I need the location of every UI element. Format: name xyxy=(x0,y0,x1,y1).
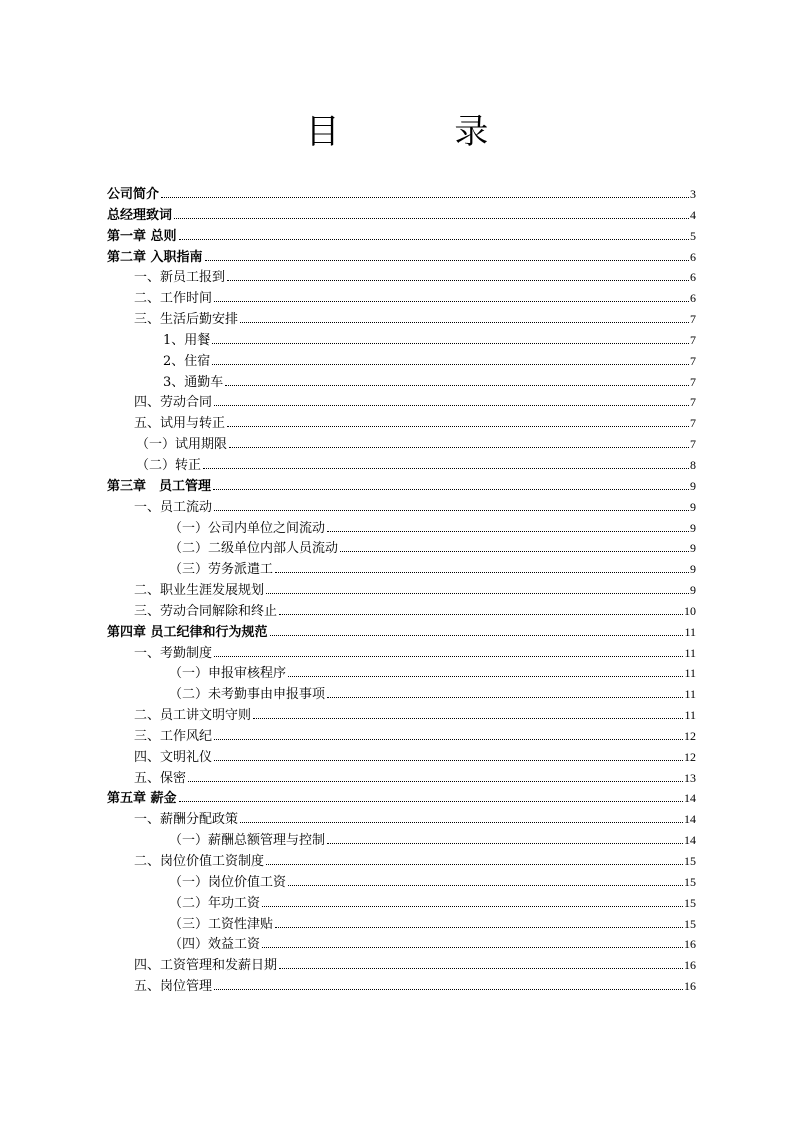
toc-entry-label: （二）转正 xyxy=(136,457,202,473)
toc-entry[interactable] xyxy=(107,247,696,268)
toc-entry[interactable] xyxy=(107,872,696,893)
dot-leader xyxy=(262,947,683,948)
toc-entry-label: 一、薪酬分配政策 xyxy=(134,812,239,828)
toc-entry[interactable] xyxy=(107,559,696,580)
dot-leader xyxy=(214,301,689,302)
toc-entry-page-number: 13 xyxy=(684,770,696,785)
toc-entry[interactable] xyxy=(107,914,696,935)
toc-entry-label: 公司简介 xyxy=(107,187,160,202)
toc-entry[interactable] xyxy=(107,476,696,497)
dot-leader xyxy=(275,572,689,573)
toc-entry-label: 三、工作风纪 xyxy=(134,728,213,744)
toc-entry-label: （三）工资性津贴 xyxy=(169,916,274,932)
toc-entry[interactable] xyxy=(107,601,696,622)
dot-leader xyxy=(214,405,689,406)
toc-entry[interactable] xyxy=(107,809,696,830)
toc-entry[interactable] xyxy=(107,684,696,705)
toc-entry-page-number: 15 xyxy=(684,895,696,910)
toc-entry-page-number: 15 xyxy=(684,854,696,868)
toc-entry[interactable] xyxy=(107,788,696,809)
toc-entry-label: 一、考勤制度 xyxy=(134,645,213,661)
dot-leader xyxy=(288,676,683,677)
toc-entry[interactable] xyxy=(107,226,696,247)
toc-entry-page-number: 11 xyxy=(684,666,696,681)
toc-entry-page-number: 9 xyxy=(690,478,696,493)
toc-entry-page-number: 9 xyxy=(690,583,696,598)
toc-entry-label: 2、住宿 xyxy=(163,353,211,369)
toc-entry-label: （一）申报审核程序 xyxy=(169,666,287,682)
dot-leader xyxy=(179,239,689,240)
toc-entry-page-number: 16 xyxy=(684,937,696,952)
toc-entry-page-number: 16 xyxy=(684,979,696,994)
toc-entry[interactable] xyxy=(107,309,696,330)
toc-entry[interactable] xyxy=(107,372,696,393)
toc-entry[interactable] xyxy=(107,518,696,539)
dot-leader xyxy=(270,635,684,636)
dot-leader xyxy=(266,864,683,865)
dot-leader xyxy=(161,197,689,198)
toc-entry-label: （一）薪酬总额管理与控制 xyxy=(169,833,326,849)
toc-entry-page-number: 11 xyxy=(684,687,696,702)
toc-entry-label: （一）试用期限 xyxy=(136,437,228,453)
dot-leader xyxy=(279,968,683,969)
table-of-contents xyxy=(107,184,696,997)
toc-entry-page-number: 7 xyxy=(690,374,696,389)
dot-leader xyxy=(227,426,689,427)
toc-entry-label: 第五章 薪金 xyxy=(107,791,177,807)
toc-entry[interactable] xyxy=(107,622,696,643)
toc-entry-label: 第一章 总则 xyxy=(107,228,177,244)
dot-leader xyxy=(213,489,689,490)
toc-entry-page-number: 12 xyxy=(684,749,696,764)
dot-leader xyxy=(327,843,683,844)
toc-entry[interactable] xyxy=(107,184,696,205)
toc-entry-page-number: 7 xyxy=(690,395,696,410)
toc-entry-label: 二、工作时间 xyxy=(134,291,213,307)
toc-entry[interactable] xyxy=(107,663,696,684)
toc-entry[interactable] xyxy=(107,351,696,372)
dot-leader xyxy=(214,510,689,511)
dot-leader xyxy=(327,697,683,698)
toc-entry-page-number: 7 xyxy=(690,416,696,431)
dot-leader xyxy=(288,885,683,886)
toc-entry-label: 总经理致词 xyxy=(107,207,173,223)
toc-entry-label: 3、通勤车 xyxy=(163,374,224,390)
toc-entry[interactable] xyxy=(107,392,696,413)
dot-leader xyxy=(214,989,683,990)
dot-leader xyxy=(240,322,689,323)
toc-entry-page-number: 11 xyxy=(684,645,696,660)
dot-leader xyxy=(225,385,689,386)
toc-entry-page-number: 3 xyxy=(690,187,696,201)
toc-entry-label: 第二章 入职指南 xyxy=(107,249,203,265)
toc-entry-page-number: 6 xyxy=(690,270,696,285)
toc-entry[interactable] xyxy=(107,288,696,309)
toc-entry-page-number: 9 xyxy=(690,541,696,556)
toc-entry-label: 第四章 员工纪律和行为规范 xyxy=(107,624,268,640)
toc-entry-label: 五、保密 xyxy=(134,770,187,786)
toc-entry-label: 三、劳动合同解除和终止 xyxy=(134,603,278,619)
dot-leader xyxy=(229,447,689,448)
toc-entry-label: （一）公司内单位之间流动 xyxy=(169,520,326,536)
toc-entry-page-number: 14 xyxy=(684,812,696,827)
dot-leader xyxy=(340,551,689,552)
toc-entry[interactable] xyxy=(107,768,696,789)
toc-entry-page-number: 16 xyxy=(684,958,696,973)
dot-leader xyxy=(327,531,689,532)
toc-entry-page-number: 7 xyxy=(690,437,696,452)
toc-entry-page-number: 15 xyxy=(684,874,696,889)
toc-entry-label: 第三章 员工管理 xyxy=(107,478,212,494)
toc-entry[interactable] xyxy=(107,455,696,476)
toc-entry-page-number: 9 xyxy=(690,562,696,577)
dot-leader xyxy=(214,739,683,740)
toc-entry-label: 四、文明礼仪 xyxy=(134,749,213,765)
toc-entry-page-number: 6 xyxy=(690,249,696,264)
toc-entry-label: 四、工资管理和发薪日期 xyxy=(134,958,278,974)
dot-leader xyxy=(227,280,689,281)
toc-entry-page-number: 4 xyxy=(690,207,696,222)
toc-entry-page-number: 12 xyxy=(684,728,696,743)
toc-entry-label: 一、员工流动 xyxy=(134,499,213,515)
toc-entry-label: 五、岗位管理 xyxy=(134,979,213,995)
toc-entry-label: （二）年功工资 xyxy=(169,895,261,911)
dot-leader xyxy=(266,593,689,594)
toc-entry-page-number: 7 xyxy=(690,353,696,368)
toc-entry-label: 二、职业生涯发展规划 xyxy=(134,583,265,599)
toc-entry[interactable] xyxy=(107,955,696,976)
toc-entry-label: 1、用餐 xyxy=(163,332,211,348)
toc-entry-label: （三）劳务派遣工 xyxy=(169,562,274,578)
toc-entry-label: 二、岗位价值工资制度 xyxy=(134,854,265,869)
toc-entry[interactable] xyxy=(107,330,696,351)
toc-entry-label: （四）效益工资 xyxy=(169,937,261,953)
dot-leader xyxy=(212,364,689,365)
dot-leader xyxy=(253,718,683,719)
toc-entry[interactable] xyxy=(107,538,696,559)
toc-entry-page-number: 11 xyxy=(684,708,696,723)
toc-entry-label: （二）未考勤事由申报事项 xyxy=(169,687,326,703)
toc-entry[interactable] xyxy=(107,497,696,518)
toc-entry-page-number: 14 xyxy=(684,791,696,806)
toc-entry-page-number: 10 xyxy=(684,603,696,618)
dot-leader xyxy=(279,614,683,615)
toc-entry-label: 五、试用与转正 xyxy=(134,416,226,432)
dot-leader xyxy=(205,260,689,261)
toc-entry-page-number: 11 xyxy=(684,624,696,639)
toc-entry[interactable] xyxy=(107,726,696,747)
toc-entry-label: 二、员工讲文明守则 xyxy=(134,708,252,724)
toc-entry[interactable] xyxy=(107,580,696,601)
toc-entry[interactable] xyxy=(107,643,696,664)
toc-entry-page-number: 9 xyxy=(690,520,696,535)
toc-entry-page-number: 15 xyxy=(684,916,696,931)
toc-entry-page-number: 9 xyxy=(690,499,696,514)
toc-entry[interactable] xyxy=(107,413,696,434)
toc-entry-label: （一）岗位价值工资 xyxy=(169,874,287,890)
dot-leader xyxy=(212,343,689,344)
toc-entry-page-number: 8 xyxy=(690,457,696,472)
dot-leader xyxy=(262,906,683,907)
toc-entry-label: 一、新员工报到 xyxy=(134,270,226,286)
toc-entry[interactable] xyxy=(107,705,696,726)
toc-entry[interactable] xyxy=(107,434,696,455)
dot-leader xyxy=(214,760,683,761)
dot-leader xyxy=(240,822,683,823)
dot-leader xyxy=(275,927,683,928)
toc-entry[interactable] xyxy=(107,893,696,914)
dot-leader xyxy=(179,801,683,802)
toc-entry-page-number: 14 xyxy=(684,833,696,848)
toc-entry[interactable] xyxy=(107,267,696,288)
toc-entry-page-number: 5 xyxy=(690,228,696,243)
toc-entry-page-number: 6 xyxy=(690,291,696,306)
toc-entry[interactable] xyxy=(107,205,696,226)
dot-leader xyxy=(174,218,689,219)
page-title: 目 录 xyxy=(305,112,541,152)
toc-entry-page-number: 7 xyxy=(690,332,696,347)
toc-entry-label: 三、生活后勤安排 xyxy=(134,312,239,328)
toc-entry[interactable] xyxy=(107,830,696,851)
toc-entry-label: 四、劳动合同 xyxy=(134,395,213,411)
toc-entry[interactable] xyxy=(107,747,696,768)
dot-leader xyxy=(203,468,689,469)
toc-entry-label: （二）二级单位内部人员流动 xyxy=(169,541,339,557)
toc-entry[interactable] xyxy=(107,934,696,955)
dot-leader xyxy=(214,656,683,657)
toc-entry[interactable] xyxy=(107,976,696,997)
dot-leader xyxy=(188,781,683,782)
toc-entry-page-number: 7 xyxy=(690,312,696,327)
toc-entry[interactable] xyxy=(107,851,696,872)
